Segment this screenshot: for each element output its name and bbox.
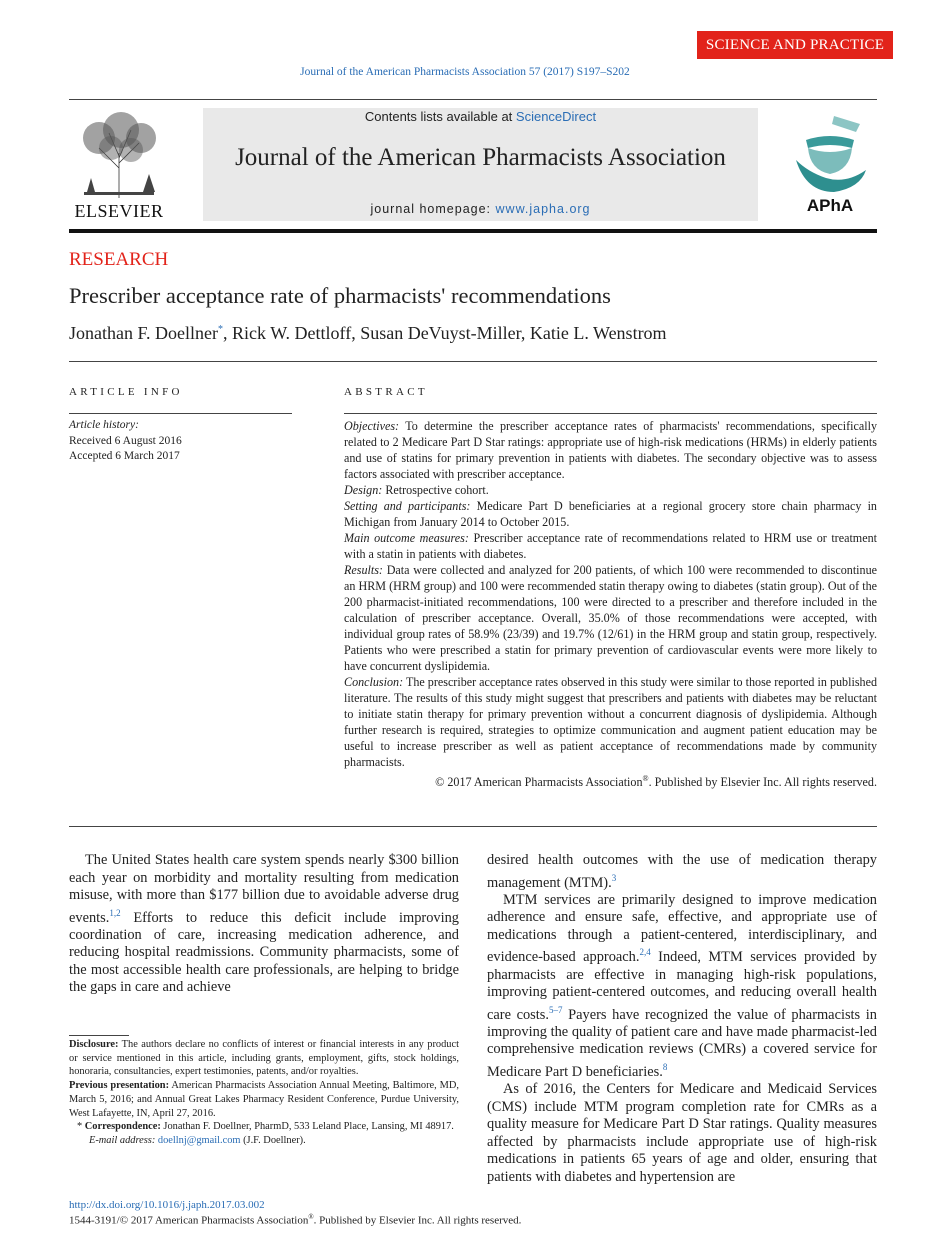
homepage-link[interactable]: www.japha.org [495, 202, 591, 216]
email-link[interactable]: doellnj@gmail.com [157, 1134, 241, 1146]
elsevier-wordmark: ELSEVIER [74, 201, 164, 221]
doi-link[interactable]: http://dx.doi.org/10.1016/j.japh.2017.03.002 [69, 1199, 265, 1211]
abstract-label: Results: [344, 563, 383, 577]
footnote-label: Correspondence: [84, 1121, 161, 1133]
copyright-text: © 2017 American Pharmacists Association [435, 775, 643, 790]
abstract-heading: ABSTRACT [344, 386, 428, 398]
abstract-label: Objectives: [344, 419, 400, 433]
reference-link[interactable]: 2,4 [639, 947, 651, 958]
abstract-design [344, 482, 877, 498]
body-text: MTM services are primarily designed to improve medication adherence and ensure safe, effective, and appropriate use of medications through a patient-centered, interdisciplinary, and evidence-based approach. [487, 891, 877, 966]
abstract-label: Setting and participants: [344, 499, 471, 513]
footnote-text: American Pharmacists Association Annual Meeting, Baltimore, MD, March 5, 2016; and Annual Great Lakes Pharmacy Resident Conference, Purdue University, West Lafayette, IN, April 27, 2016. [69, 1080, 459, 1119]
footnote-label: Previous presentation: [69, 1080, 170, 1092]
abstract-text: Prescriber acceptance rate of recommendations related to HRM use or treatment with a statin in patients with diabetes. [344, 531, 877, 561]
contents-line [203, 109, 758, 124]
abstract-body [344, 418, 877, 790]
footnote-mark: * [77, 1121, 85, 1133]
reference-link[interactable]: 5–7 [548, 1004, 563, 1015]
abstract-outcomes [344, 530, 877, 562]
body-text: The United States health care system spends nearly $300 billion each year on morbidity and mortality resulting from medication misuse, with more than $177 billion due to avoidable adverse drug events. [69, 852, 459, 926]
header-bottom-rule [69, 229, 877, 233]
abstract-objectives [344, 418, 877, 482]
article-history [69, 418, 182, 465]
body-text: Payers have recognized the value of pharmacists in improving the quality of patient care and have made pharmacist-led comprehensive medication reviews (CMRs) a covered service for Medicare Part D beneficiaries. [487, 1006, 877, 1080]
abstract-conclusion [344, 674, 877, 770]
issn-line [69, 1213, 521, 1227]
journal-title: Journal of the American Pharmacists Association [235, 144, 726, 171]
abstract-label: Conclusion: [344, 675, 404, 689]
abstract-results [344, 562, 877, 674]
body-paragraph [487, 852, 877, 892]
accepted-date: Accepted 6 March 2017 [69, 450, 180, 462]
corresponding-author-mark[interactable]: * [218, 324, 224, 335]
footnote-text: Jonathan F. Doellner, PharmD, 533 Leland Place, Lansing, MI 48917. [160, 1121, 454, 1133]
email-footnote [69, 1134, 459, 1148]
issn-text: 1544-3191/© 2017 American Pharmacists Association [69, 1214, 309, 1227]
header-top-rule [69, 99, 877, 100]
abstract-text: The prescriber acceptance rates observed in this study were similar to those reported in published literature. The results of this study might suggest that prescribers and patients with diabetes may be reluctant to initiate statin therapy for primary prevention without a concurrent diagnosis of dyslipidemia. Although further research is required, strategies to optimize communication and augment patient education may be useful to increase prescriber as well as patient acceptance of recommendations made by community pharmacists. [344, 675, 877, 769]
title-bottom-rule [69, 361, 877, 362]
abstract-text: Data were collected and analyzed for 200 patients, of which 100 were recommended to discontinue an HRM (HRM group) and 100 were recommended statin therapy owing to diabetes (statin group). Out of the 200 pharmacist-initiated recommendations, 100 were directed to a prescriber and therefore included in the calculation of prescriber acceptance. Overall, 35.0% of those recommendations were accepted, with individual group rates of 58.9% (23/39) and 19.7% (12/61) in the HRM group and statin group, respectively. Patients who were prescribed a statin for primary prevention of cardiovascular events were more likely to have concurrent dyslipidemia. [344, 563, 878, 673]
article-title: Prescriber acceptance rate of pharmacists' recommendations [69, 283, 611, 308]
body-text: Indeed, MTM services provided by pharmacists are effective in managing high-risk populations, improving patient-centered outcomes, and reducing overall health care costs. [487, 949, 878, 1023]
issn-text: . Published by Elsevier Inc. All rights reserved. [313, 1214, 522, 1227]
apha-wordmark: APhA [806, 196, 854, 215]
body-column-right [487, 852, 877, 1186]
body-column-left [69, 852, 459, 997]
sciencedirect-link[interactable]: ScienceDirect [515, 109, 597, 124]
article-info-heading: ARTICLE INFO [69, 386, 183, 398]
abstract-rule [344, 413, 877, 414]
abstract-text: Medicare Part D beneficiaries at a regional grocery store chain pharmacy in Michigan from January 2014 to October 2015. [344, 499, 877, 529]
elsevier-tree-logo [69, 108, 169, 200]
abstract-text: Retrospective cohort. [385, 483, 489, 497]
body-text: Efforts to reduce this deficit include improving coordination of care, increasing medication adherence, and reducing hospital readmissions. Community pharmacists, some of the most accessible health care professionals, are helping to bridge the gaps in care and achieve [69, 909, 459, 996]
article-type: RESEARCH [69, 249, 169, 270]
footnote-label: Disclosure: [69, 1039, 119, 1050]
first-author[interactable]: Jonathan F. Doellner [69, 323, 219, 343]
contents-prefix: Contents lists available at [364, 109, 516, 124]
body-text: desired health outcomes with the use of medication therapy management (MTM). [487, 852, 877, 891]
abstract-label: Design: [344, 483, 383, 497]
journal-citation-link[interactable]: Journal of the American Pharmacists Association 57 (2017) S197–S202 [300, 66, 630, 78]
body-paragraph [487, 892, 877, 1081]
reference-link[interactable]: 1,2 [109, 907, 121, 918]
body-paragraph: As of 2016, the Centers for Medicare and Medicaid Services (CMS) include MTM program completion rate for CMRs as a quality measure for Medicare Part D Star ratings. Quality measures affected by pharmacists include appropriate use of high-risk medications in patients 65 years of age and older, ensuring that patients with diabetes and hypertension are [487, 1081, 877, 1185]
footnote-text: (J.F. Doellner). [240, 1134, 306, 1146]
abstract-text: To determine the prescriber acceptance rates of pharmacists' recommendations, specifically related to 2 Medicare Part D Star ratings: appropriate use of high-risk medications (HRMs) in elderly patients and use of statins for primary prevention in patients with diabetes. The secondary objective was to assess factors associated with prescriber acceptance. [344, 419, 877, 481]
footnote-label: E-mail address: [89, 1134, 156, 1146]
presentation-footnote [69, 1079, 459, 1120]
footnotes [69, 1038, 459, 1148]
abstract-copyright [344, 771, 877, 790]
abstract-setting [344, 498, 877, 530]
history-label: Article history: [69, 419, 139, 431]
registered-mark: ® [642, 774, 649, 783]
footnote-rule [69, 1035, 129, 1036]
registered-mark: ® [308, 1213, 314, 1221]
footnote-text: The authors declare no conflicts of interest or financial interests in any product or service mentioned in this article, including grants, employment, gifts, stock holdings, honoraria, consultancies, expert testimonies, patents, and/or royalties. [69, 1039, 459, 1078]
author-list [69, 323, 667, 344]
reference-link[interactable]: 3 [611, 872, 617, 883]
apha-mortar-pestle-logo [790, 112, 870, 194]
abstract-bottom-rule [69, 826, 877, 827]
abstract-label: Main outcome measures: [344, 531, 469, 545]
body-paragraph [69, 852, 459, 997]
correspondence-footnote [69, 1120, 459, 1134]
article-info-rule [69, 413, 292, 414]
section-tag: SCIENCE AND PRACTICE [697, 31, 893, 59]
other-authors: , Rick W. Dettloff, Susan DeVuyst-Miller, Katie L. Wenstrom [223, 323, 667, 343]
reference-link[interactable]: 8 [662, 1061, 668, 1072]
journal-homepage-line [203, 202, 758, 216]
disclosure-footnote [69, 1038, 459, 1079]
received-date: Received 6 August 2016 [69, 434, 182, 447]
homepage-prefix: journal homepage: [370, 202, 496, 216]
copyright-text: . Published by Elsevier Inc. All rights reserved. [648, 775, 877, 790]
